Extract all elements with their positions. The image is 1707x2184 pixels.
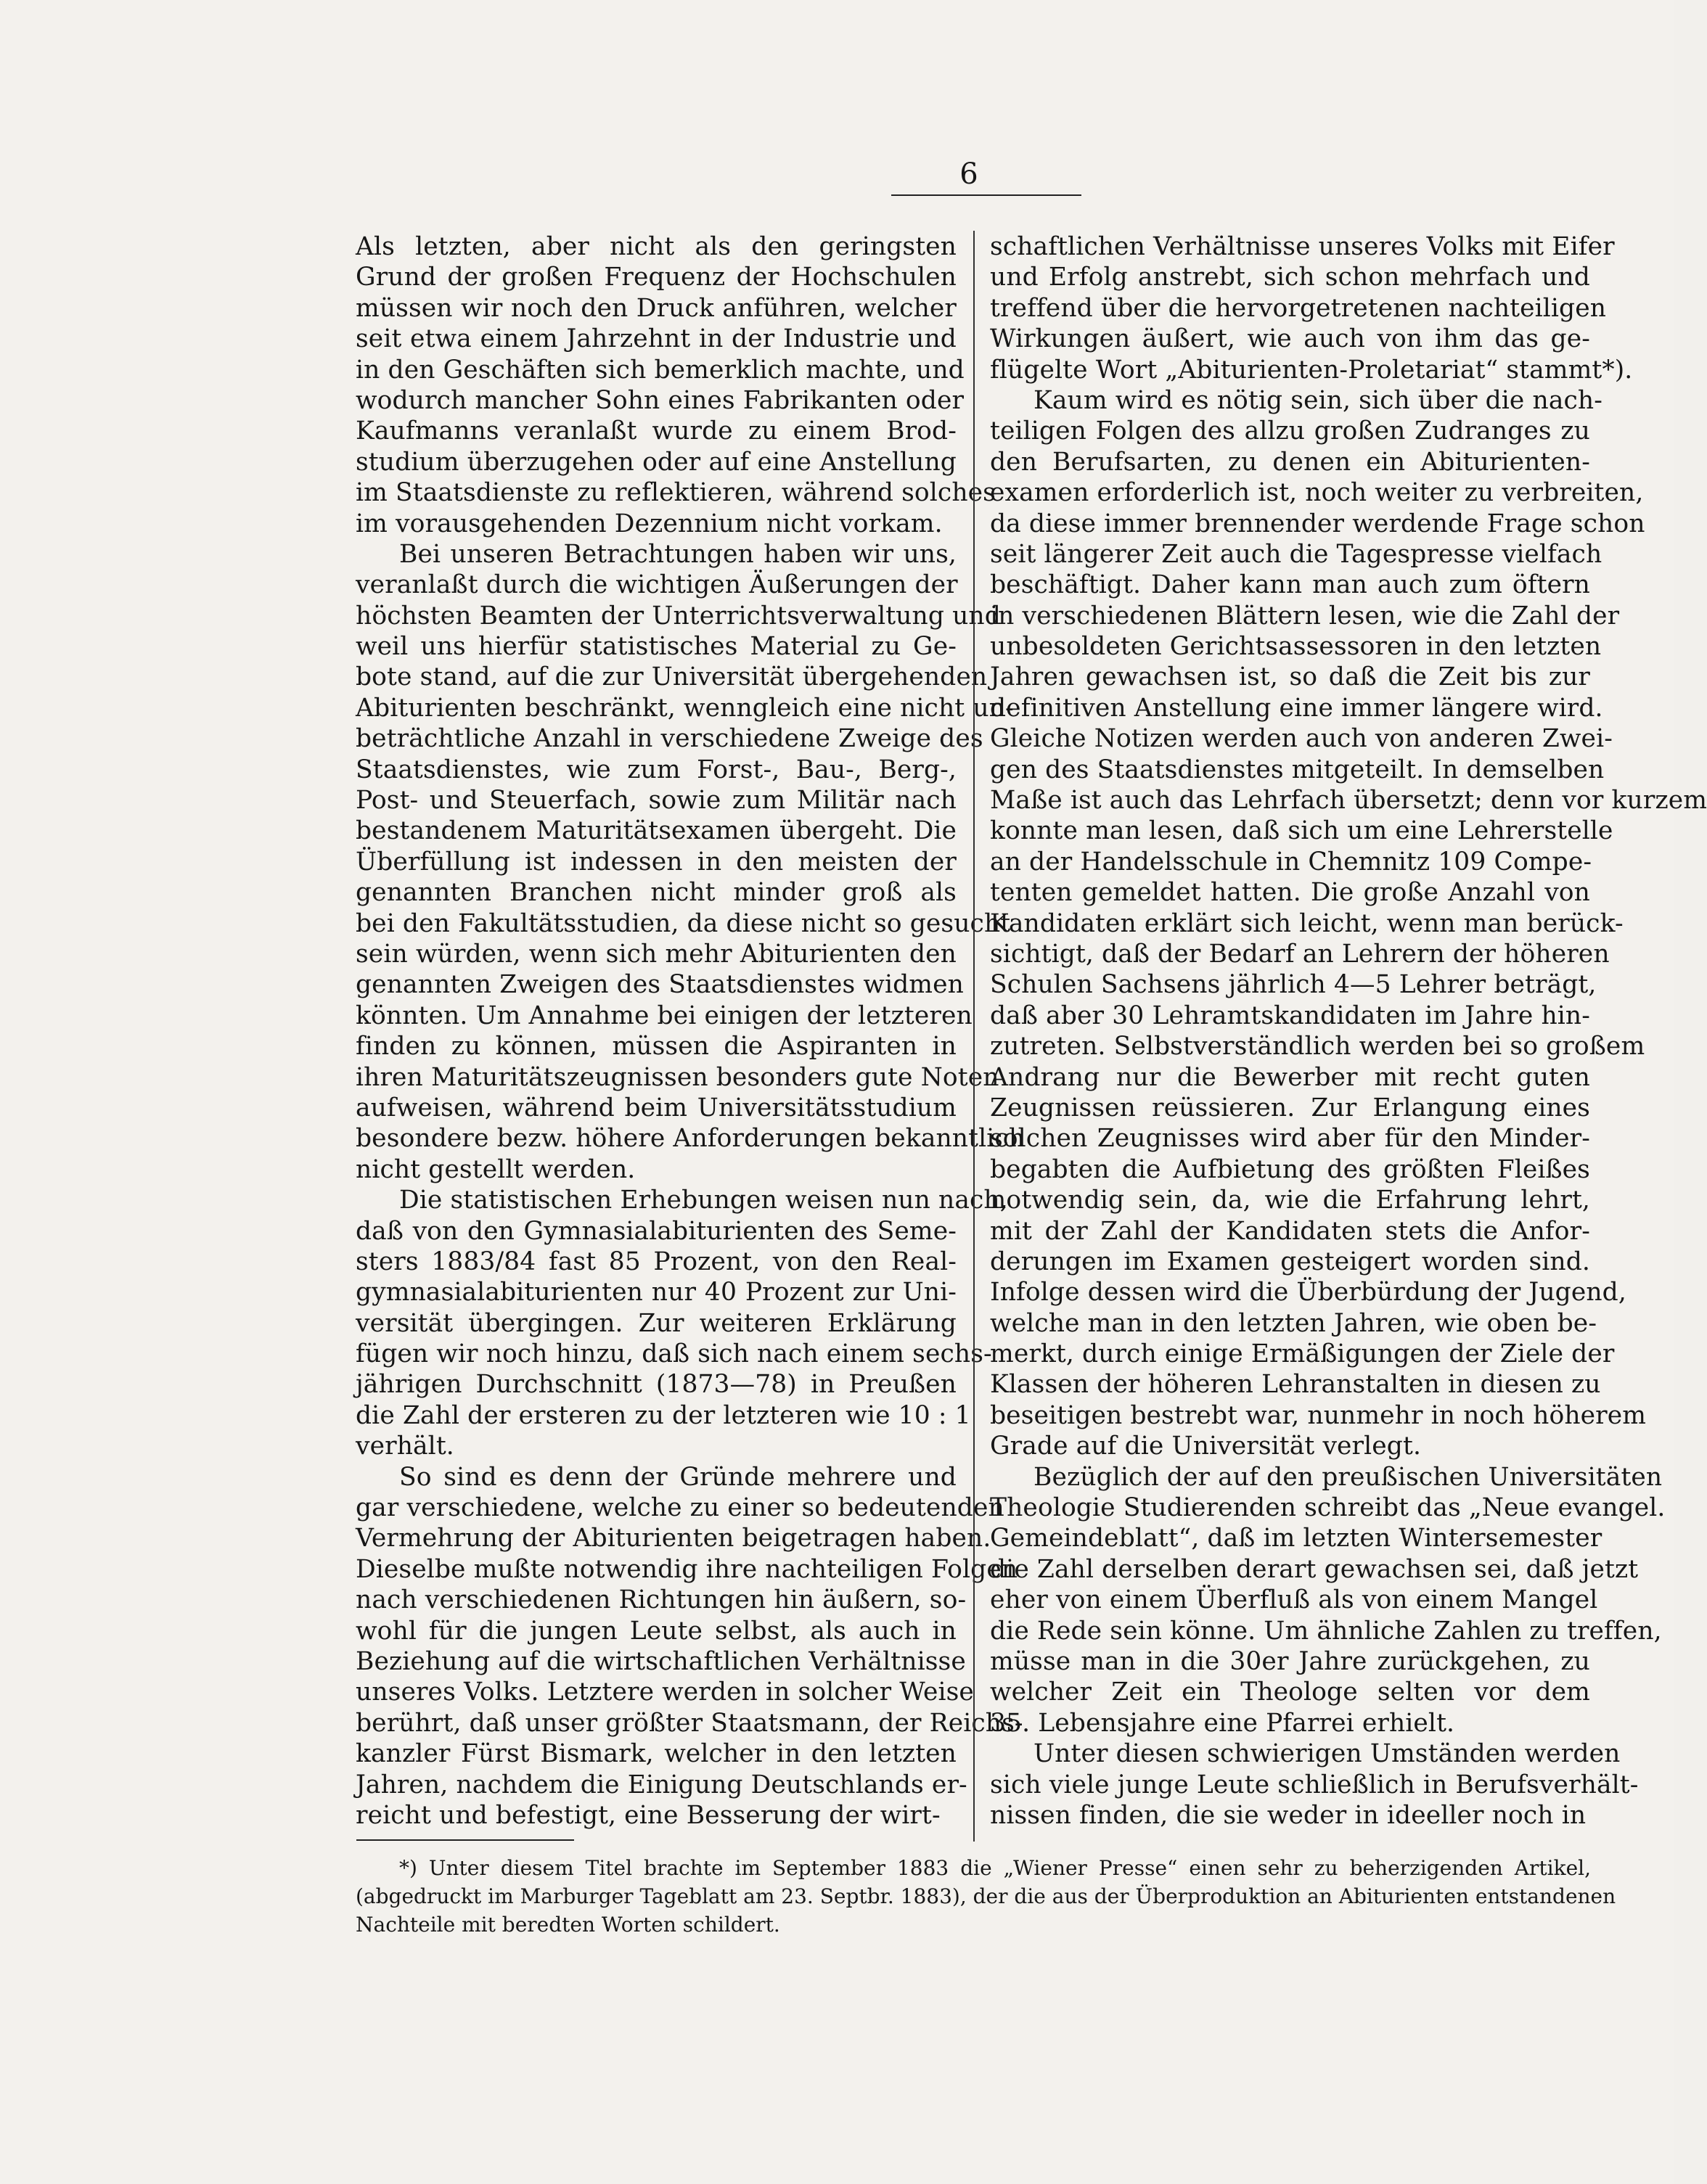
- right-column-line: begabten die Aufbietung des größten Fleißes: [990, 1154, 1590, 1184]
- right-column-line: Klassen der höheren Lehranstalten in diesen zu: [990, 1370, 1601, 1400]
- right-column-line: da diese immer brennender werdende Frage schon: [990, 509, 1645, 538]
- left-column-line: nach verschiedenen Richtungen hin äußern, so-: [356, 1585, 967, 1615]
- right-column-line: müsse man in die 30er Jahre zurückgehen, zu: [990, 1646, 1590, 1676]
- left-column-line: besondere bezw. höhere Anforderungen bekanntlich: [356, 1124, 1026, 1154]
- right-column-line: Jahren gewachsen ist, so daß die Zeit bis zur: [990, 662, 1590, 692]
- right-column-line: notwendig sein, da, wie die Erfahrung lehrt,: [990, 1186, 1590, 1215]
- left-column-line: die Zahl der ersteren zu der letzteren wie 10 : 1: [356, 1400, 971, 1430]
- right-column-line: Grade auf die Universität verlegt.: [990, 1432, 1422, 1461]
- left-column-line: berührt, daß unser größter Staatsmann, der Reichs-: [356, 1708, 1023, 1738]
- footnote-rule: [356, 1839, 574, 1841]
- left-column-line: daß von den Gymnasialabiturienten des Seme-: [356, 1216, 957, 1246]
- right-column-line: Unter diesen schwierigen Umständen werden: [1033, 1739, 1621, 1769]
- left-column-line: ihren Maturitätszeugnissen besonders gute Noten: [356, 1062, 999, 1092]
- left-column-line: bestandenem Maturitätsexamen übergeht. Die: [356, 816, 957, 846]
- right-column-line: daß aber 30 Lehramtskandidaten im Jahre hin-: [990, 1001, 1590, 1030]
- left-column-line: finden zu können, müssen die Aspiranten in: [356, 1032, 957, 1062]
- right-column-line: beseitigen bestrebt war, nunmehr in noch höherem: [990, 1400, 1647, 1430]
- right-column-line: schaftlichen Verhältnisse unseres Volks mit Eifer: [990, 232, 1615, 261]
- left-column-line: Vermehrung der Abiturienten beigetragen haben.: [356, 1524, 991, 1553]
- left-column-line: im Staatsdienste zu reflektieren, während solches: [356, 478, 996, 508]
- left-column-line: höchsten Beamten der Unterrichtsverwaltung und: [356, 601, 1001, 631]
- left-column-line: genannten Zweigen des Staatsdienstes widmen: [356, 970, 964, 1000]
- left-column-line: Kaufmanns veranlaßt wurde zu einem Brod-: [356, 416, 957, 446]
- right-column-line: Gleiche Notizen werden auch von anderen Zwei-: [990, 724, 1613, 754]
- left-column-line: studium überzugehen oder auf eine Anstellung: [356, 447, 957, 477]
- footnote-line: (abgedruckt im Marburger Tageblatt am 23. Septbr. 1883), der die aus der Überproduktion an Abiturienten entstandenen: [356, 1884, 1616, 1908]
- left-column-line: Bei unseren Betrachtungen haben wir uns,: [399, 539, 957, 569]
- footnote: [356, 1854, 1616, 1939]
- right-column-line: definitiven Anstellung eine immer längere wird.: [990, 693, 1603, 723]
- right-column-line: Maße ist auch das Lehrfach übersetzt; denn vor kurzem: [990, 786, 1707, 816]
- right-column-line: mit der Zahl der Kandidaten stets die Anfor-: [990, 1216, 1590, 1246]
- right-column-line: die Rede sein könne. Um ähnliche Zahlen zu treffen,: [990, 1616, 1662, 1646]
- right-column-line: 35. Lebensjahre eine Pfarrei erhielt.: [990, 1708, 1455, 1738]
- left-column-line: bei den Fakultätsstudien, da diese nicht so gesucht: [356, 908, 1011, 938]
- left-column-text: [356, 231, 1026, 1831]
- right-column-line: nissen finden, die sie weder in ideeller noch in: [990, 1800, 1587, 1830]
- right-column-line: konnte man lesen, daß sich um eine Lehrerstelle: [990, 816, 1613, 846]
- right-column-line: Kandidaten erklärt sich leicht, wenn man berück-: [990, 908, 1624, 938]
- right-column-line: Theologie Studierenden schreibt das „Neue evangel.: [990, 1493, 1666, 1523]
- footnote-line: Nachteile mit beredten Worten schildert.: [356, 1913, 780, 1937]
- left-column-line: in den Geschäften sich bemerklich machte, und: [356, 355, 965, 385]
- right-column-text: [990, 231, 1707, 1831]
- right-column-line: welcher Zeit ein Theologe selten vor dem: [990, 1678, 1590, 1707]
- left-column-line: aufweisen, während beim Universitätsstudium: [356, 1093, 957, 1122]
- left-column-line: beträchtliche Anzahl in verschiedene Zweige des: [356, 724, 983, 754]
- footnote-line: *) Unter diesem Titel brachte im September 1883 die „Wiener Presse“ einen sehr zu beherzigenden Artikel,: [399, 1856, 1591, 1880]
- left-column-line: verhält.: [356, 1432, 454, 1461]
- right-column-line: gen des Staatsdienstes mitgeteilt. In demselben: [990, 755, 1605, 784]
- left-column-line: Abiturienten beschränkt, wenngleich eine nicht un-: [356, 693, 1014, 723]
- left-column-line: sein würden, wenn sich mehr Abiturienten den: [356, 939, 957, 969]
- right-column-line: treffend über die hervorgetretenen nachteiligen: [990, 293, 1607, 323]
- left-column-line: wohl für die jungen Leute selbst, als auch in: [356, 1616, 957, 1646]
- right-column-line: Bezüglich der auf den preußischen Universitäten: [1033, 1462, 1663, 1492]
- right-column-line: in verschiedenen Blättern lesen, wie die Zahl der: [990, 601, 1620, 631]
- left-column-line: jährigen Durchschnitt (1873—78) in Preußen: [356, 1370, 957, 1400]
- right-column-line: Wirkungen äußert, wie auch von ihm das ge-: [990, 324, 1590, 354]
- left-column-line: nicht gestellt werden.: [356, 1154, 636, 1184]
- left-column-line: bote stand, auf die zur Universität übergehenden: [356, 662, 988, 692]
- column-divider: [973, 231, 975, 1842]
- left-column-line: müssen wir noch den Druck anführen, welcher: [356, 293, 957, 323]
- left-column-line: Als letzten, aber nicht als den geringsten: [356, 232, 957, 261]
- right-column-line: examen erforderlich ist, noch weiter zu verbreiten,: [990, 478, 1644, 508]
- left-column-line: Post- und Steuerfach, sowie zum Militär nach: [356, 786, 957, 816]
- left-column-line: seit etwa einem Jahrzehnt in der Industrie und: [356, 324, 957, 354]
- right-column-line: flügelte Wort „Abiturienten-Proletariat“ stammt*).: [990, 355, 1633, 385]
- left-column-line: veranlaßt durch die wichtigen Äußerungen der: [356, 570, 958, 600]
- right-column-line: unbesoldeten Gerichtsassessoren in den letzten: [990, 632, 1602, 662]
- header-rule: [891, 194, 1081, 196]
- left-column-line: Dieselbe mußte notwendig ihre nachteiligen Folgen: [356, 1554, 1018, 1584]
- right-column-line: die Zahl derselben derart gewachsen sei, daß jetzt: [990, 1554, 1639, 1584]
- left-column-line: versität übergingen. Zur weiteren Erklärung: [356, 1308, 957, 1338]
- right-column-line: Kaum wird es nötig sein, sich über die nach-: [1033, 385, 1603, 415]
- left-column-line: wodurch mancher Sohn eines Fabrikanten oder: [356, 385, 965, 415]
- left-column-line: im vorausgehenden Dezennium nicht vorkam.: [356, 509, 943, 538]
- left-column-line: fügen wir noch hinzu, daß sich nach einem sechs-: [356, 1339, 992, 1369]
- right-column-line: und Erfolg anstrebt, sich schon mehrfach und: [990, 263, 1590, 292]
- right-column-line: Infolge dessen wird die Überbürdung der Jugend,: [990, 1278, 1626, 1307]
- left-column-line: sters 1883/84 fast 85 Prozent, von den Real-: [356, 1247, 957, 1276]
- right-column-line: solchen Zeugnisses wird aber für den Minder-: [990, 1124, 1590, 1154]
- right-column-line: tenten gemeldet hatten. Die große Anzahl von: [990, 878, 1590, 908]
- right-column-line: den Berufsarten, zu denen ein Abiturienten-: [990, 447, 1590, 477]
- right-column-line: merkt, durch einige Ermäßigungen der Ziele der: [990, 1339, 1615, 1369]
- left-column-line: Die statistischen Erhebungen weisen nun nach,: [399, 1186, 1008, 1215]
- right-column-line: Schulen Sachsens jährlich 4—5 Lehrer beträgt,: [990, 970, 1597, 1000]
- left-column-line: Jahren, nachdem die Einigung Deutschlands er-: [356, 1770, 967, 1799]
- left-column-line: Grund der großen Frequenz der Hochschulen: [356, 263, 957, 292]
- right-column-line: zutreten. Selbstverständlich werden bei so großem: [990, 1032, 1645, 1062]
- right-column-line: sich viele junge Leute schließlich in Berufsverhält-: [990, 1770, 1639, 1799]
- right-column-line: Andrang nur die Bewerber mit recht guten: [990, 1062, 1590, 1092]
- left-column-line: gar verschiedene, welche zu einer so bedeutenden: [356, 1493, 1004, 1523]
- right-column-line: welche man in den letzten Jahren, wie oben be-: [990, 1308, 1597, 1338]
- right-column-line: teiligen Folgen des allzu großen Zudranges zu: [990, 416, 1590, 446]
- right-column-line: Zeugnissen reüssieren. Zur Erlangung eines: [990, 1093, 1590, 1122]
- left-column-line: Staatsdienstes, wie zum Forst-, Bau-, Berg-,: [356, 755, 957, 784]
- left-column-line: reicht und befestigt, eine Besserung der wirt-: [356, 1800, 941, 1830]
- left-column-line: gymnasialabiturienten nur 40 Prozent zur Uni-: [356, 1278, 957, 1307]
- right-column-line: Gemeindeblatt“, daß im letzten Wintersemester: [990, 1524, 1602, 1553]
- left-column-line: So sind es denn der Gründe mehrere und: [399, 1462, 957, 1492]
- right-column-line: eher von einem Überfluß als von einem Mangel: [990, 1585, 1598, 1615]
- left-column-line: genannten Branchen nicht minder groß als: [356, 878, 957, 908]
- left-column-line: Überfüllung ist indessen in den meisten der: [356, 847, 957, 877]
- left-column-line: unseres Volks. Letztere werden in solcher Weise: [356, 1678, 974, 1707]
- page-number: 6: [959, 157, 978, 191]
- left-column-line: kanzler Fürst Bismark, welcher in den letzten: [356, 1739, 957, 1769]
- right-column-line: an der Handelsschule in Chemnitz 109 Compe-: [990, 847, 1592, 877]
- right-column-line: sichtigt, daß der Bedarf an Lehrern der höheren: [990, 939, 1610, 969]
- left-column-line: könnten. Um Annahme bei einigen der letzteren: [356, 1001, 973, 1030]
- right-column-line: derungen im Examen gesteigert worden sind.: [990, 1247, 1590, 1276]
- left-column-line: Beziehung auf die wirtschaftlichen Verhältnisse: [356, 1646, 966, 1676]
- right-column-line: beschäftigt. Daher kann man auch zum öftern: [990, 570, 1590, 600]
- left-column-line: weil uns hierfür statistisches Material zu Ge-: [356, 632, 957, 662]
- right-column-line: seit längerer Zeit auch die Tagespresse vielfach: [990, 539, 1602, 569]
